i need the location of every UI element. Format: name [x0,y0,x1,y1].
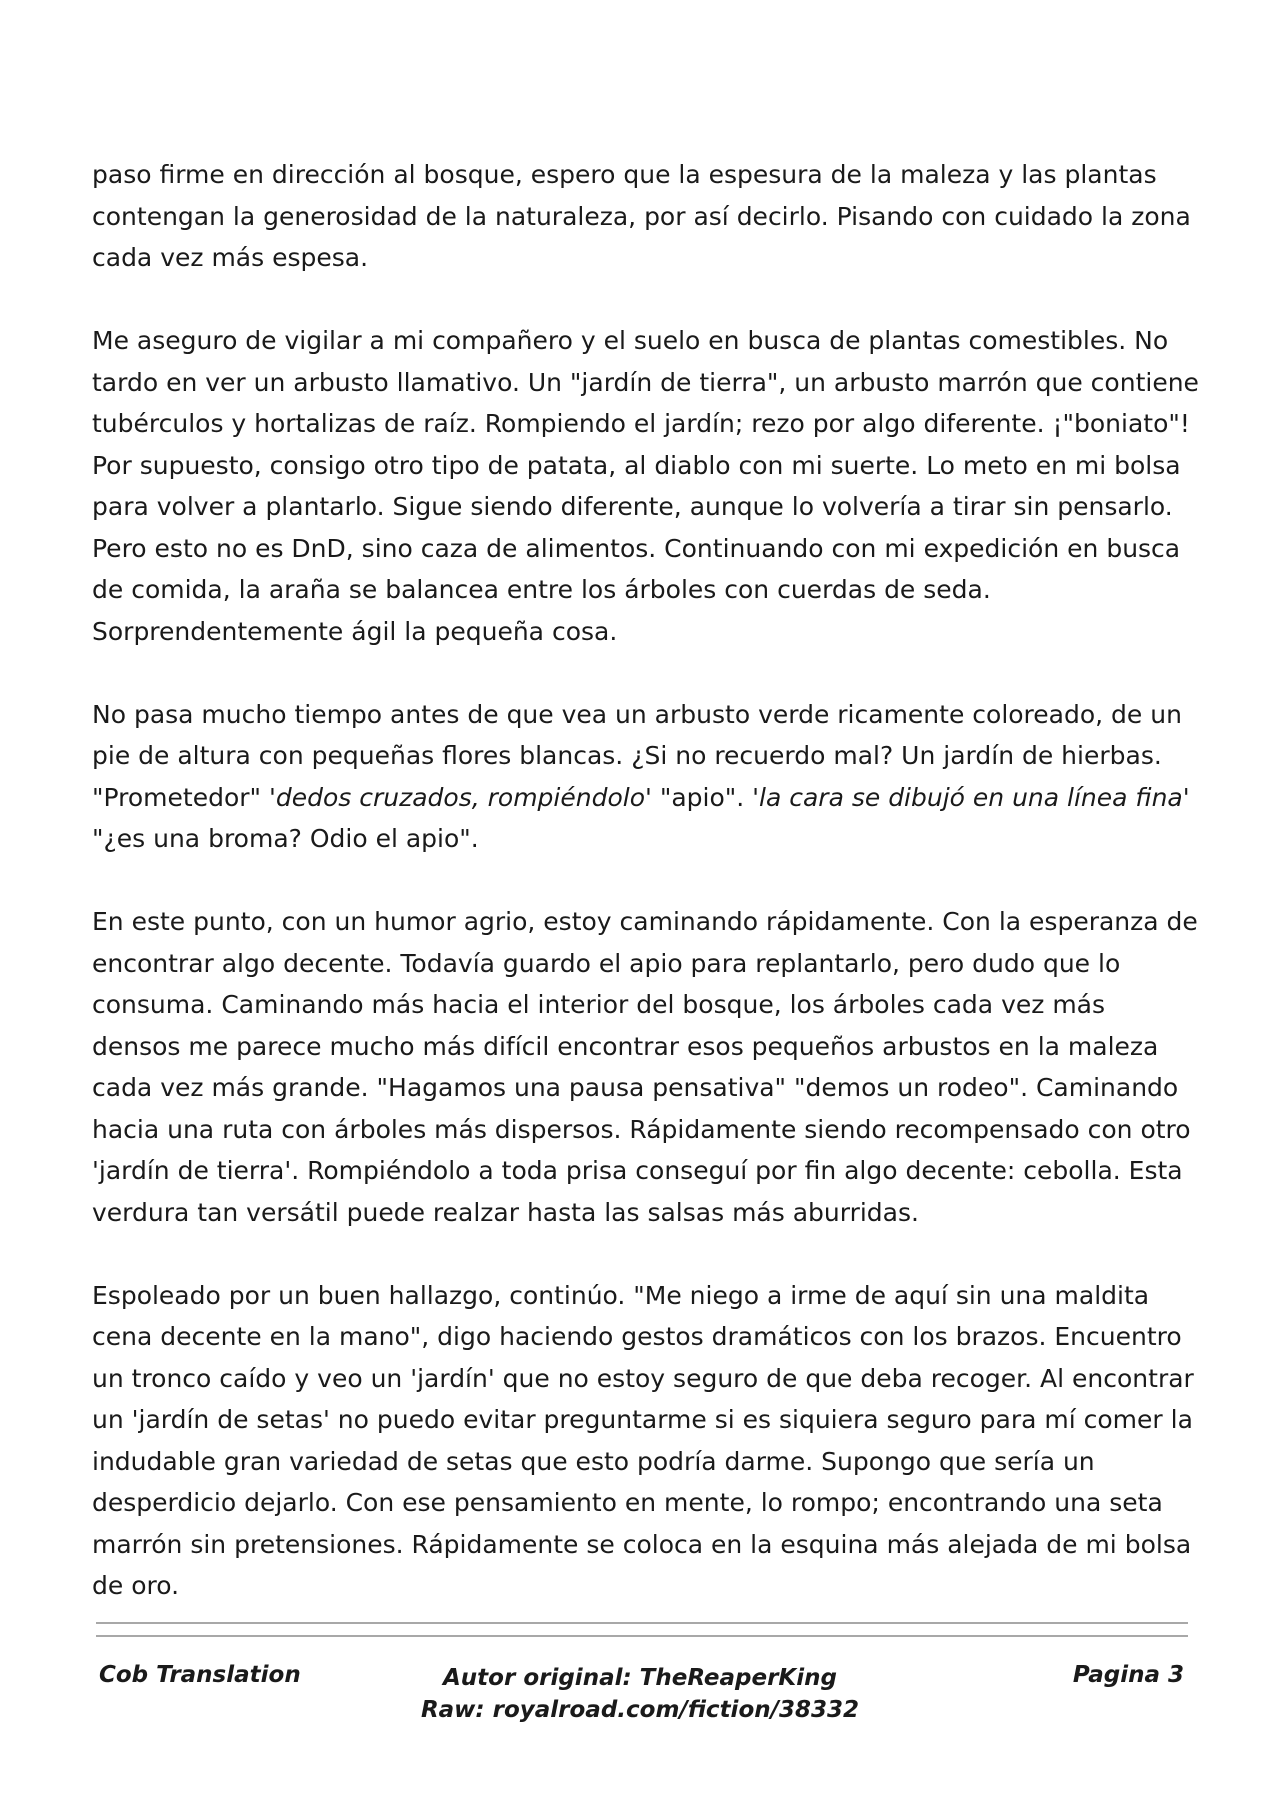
paragraph-1-text: paso firme en dirección al bosque, espero que la espesura de la maleza y las plantas contengan la generosidad de la naturaleza, por así decirlo. Pisando con cuidado la zona cada vez más espesa. [92,160,1191,272]
footer-raw-source: Raw: royalroad.com/fiction/38332 [420,1697,860,1723]
footer-page-number: Pagina 3 [1072,1662,1184,1688]
paragraph-5 [92,1275,1200,1607]
footer-divider-bottom [96,1635,1188,1637]
paragraph-3-italic-a: dedos cruzados, rompiéndolo [275,782,645,812]
body-text [92,154,1200,1607]
footer-credits [340,1662,940,1726]
paragraph-2-text: Me aseguro de vigilar a mi compañero y el suelo en busca de plantas comestibles. No tardo en ver un arbusto llamativo. Un "jardín de tierra", un arbusto marrón que contiene tubérculos y hortalizas de raíz. Rompiendo el jardín; rezo por algo diferente. ¡"boniato"! Por supuesto, consigo otro tipo de patata, al diablo con mi suerte. Lo meto en mi bolsa para volver a plantarlo. Sigue siendo diferente, aunque lo volvería a tirar sin pensarlo. Pero esto no es DnD, sino caza de alimentos. Continuando con mi expedición en busca de comida, la araña se balancea entre los árboles con cuerdas de seda. Sorprendentemente ágil la pequeña cosa. [92,326,1199,646]
footer-original-author: Autor original: TheReaperKing [443,1665,837,1691]
paragraph-5-text: Espoleado por un buen hallazgo, continúo. "Me niego a irme de aquí sin una maldita cena decente en la mano", digo haciendo gestos dramáticos con los brazos. Encuentro un tronco caído y veo un 'jardín' que no estoy seguro de que deba recoger. Al encontrar un 'jardín de setas' no puedo evitar preguntarme si es siquiera seguro para mí comer la indudable gran variedad de setas que esto podría darme. Supongo que sería un desperdicio dejarlo. Con ese pensamiento en mente, lo rompo; encontrando una seta marrón sin pretensiones. Rápidamente se coloca en la esquina más alejada de mi bolsa de oro. [92,1280,1194,1600]
paragraph-3-text-c: ' "¿es una broma? Odio el apio". [92,782,1190,853]
paragraph-1 [92,154,1200,279]
footer-divider-top [96,1622,1188,1624]
paragraph-3-text-b: ' "apio". ' [645,782,760,812]
paragraph-3-italic-b: la cara se dibujó en una línea fina [759,782,1183,812]
paragraph-2 [92,320,1200,652]
footer-translator: Cob Translation [99,1662,301,1688]
paragraph-3 [92,694,1200,860]
paragraph-3-text-a: No pasa mucho tiempo antes de que vea un arbusto verde ricamente coloreado, de un pie de altura con pequeñas flores blancas. ¿Si no recuerdo mal? Un jardín de hierbas. "Prometedor" ' [92,699,1182,812]
paragraph-4-text: En este punto, con un humor agrio, estoy caminando rápidamente. Con la esperanza de encontrar algo decente. Todavía guardo el apio para replantarlo, pero dudo que lo consuma. Caminando más hacia el interior del bosque, los árboles cada vez más densos me parece mucho más difícil encontrar esos pequeños arbustos en la maleza cada vez más grande. "Hagamos una pausa pensativa" "demos un rodeo". Caminando hacia una ruta con árboles más dispersos. Rápidamente siendo recompensado con otro 'jardín de tierra'. Rompiéndolo a toda prisa conseguí por fin algo decente: cebolla. Esta verdura tan versátil puede realzar hasta las salsas más aburridas. [92,907,1198,1227]
paragraph-4 [92,901,1200,1233]
